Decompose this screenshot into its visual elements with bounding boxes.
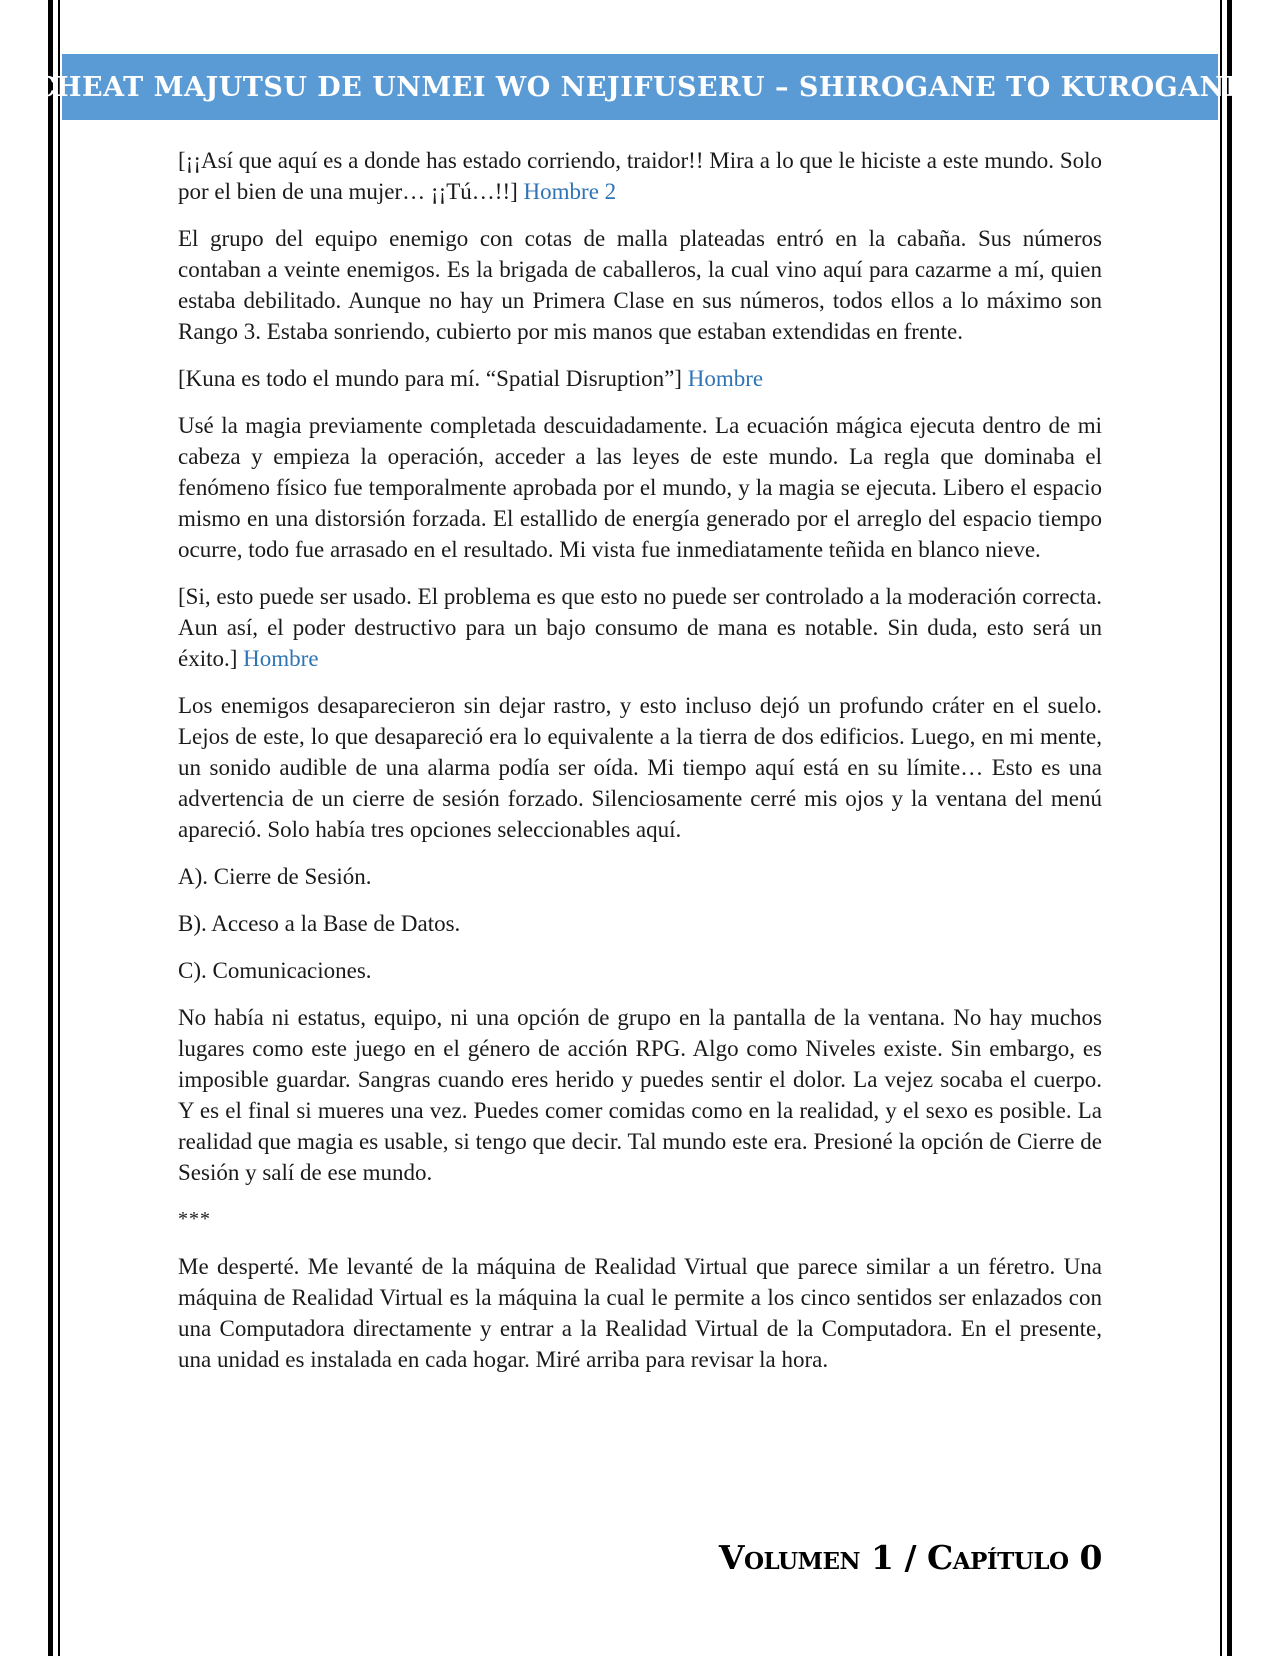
page-border-left-inner	[58, 0, 60, 1656]
narrative-paragraph: Los enemigos desaparecieron sin dejar rastro, y esto incluso dejó un profundo cráter en el suelo. Lejos de este, lo que desapareció era lo equivalente a la tierra de dos edificios. Luego, en mi mente, un sonido audible de una alarma podía ser oída. Mi tiempo aquí está en su límite… Esto es una advertencia de un cierre de sesión forzado. Silenciosamente cerré mis ojos y la ventana del menú apareció. Solo había tres opciones seleccionables aquí.	[178, 693, 1102, 842]
narrative-paragraph: El grupo del equipo enemigo con cotas de malla plateadas entró en la cabaña. Sus números contaban a veinte enemigos. Es la brigada de caballeros, la cual vino aquí para cazarme a mí, quien estaba debilitado. Aunque no hay un Primera Clase en sus números, todos ellos a lo máximo son Rango 3. Estaba sonriendo, cubierto por mis manos que estaban extendidas en frente.	[178, 226, 1102, 344]
dialogue-text: [¡¡Así que aquí es a donde has estado corriendo, traidor!! Mira a lo que le hiciste a este mundo. Solo por el bien de una mujer… ¡¡Tú…!!]	[178, 148, 1102, 204]
page-border-left-outer	[48, 0, 53, 1656]
dialogue-text: [Kuna es todo el mundo para mí. “Spatial Disruption”]	[178, 366, 688, 391]
narrative-paragraph: Usé la magia previamente completada descuidadamente. La ecuación mágica ejecuta dentro de mi cabeza y empieza la operación, acceder a las leyes de este mundo. La regla que dominaba el fenómeno físico fue temporalmente aprobada por el mundo, y la magia se ejecuta. Libero el espacio mismo en una distorsión forzada. El estallido de energía generado por el arreglo del espacio tiempo ocurre, todo fue arrasado en el resultado. Mi vista fue inmediatamente teñida en blanco nieve.	[178, 413, 1102, 562]
dialogue-text: [Si, esto puede ser usado. El problema es que esto no puede ser controlado a la moderación correcta. Aun así, el poder destructivo para un bajo consumo de mana es notable. Sin duda, esto será un éxito.]	[178, 584, 1102, 671]
speaker-tag: Hombre 2	[523, 179, 617, 204]
page-title: CHEAT MAJUTSU DE UNMEI WO NEJIFUSERU – SHIROGANE TO KUROGANE	[34, 71, 1246, 103]
menu-option-b: B). Acceso a la Base de Datos.	[178, 911, 461, 936]
menu-option-c: C). Comunicaciones.	[178, 958, 372, 983]
page-border-right-outer	[1227, 0, 1232, 1656]
volume-chapter-label: Volumen 1 / Capítulo 0	[718, 1538, 1102, 1577]
dialogue-paragraph	[178, 145, 1102, 207]
narrative-paragraph: Me desperté. Me levanté de la máquina de Realidad Virtual que parece similar a un féretro. Una máquina de Realidad Virtual es la máquina la cual le permite a los cinco sentidos ser enlazados con una Computadora directamente y entrar a la Realidad Virtual de la Computadora. En el presente, una unidad es instalada en cada hogar. Miré arriba para revisar la hora.	[178, 1254, 1102, 1372]
document-body	[178, 145, 1102, 1391]
page-border-right-inner	[1220, 0, 1222, 1656]
dialogue-paragraph	[178, 363, 1102, 394]
dialogue-paragraph	[178, 581, 1102, 674]
speaker-tag: Hombre	[687, 366, 764, 391]
menu-option-a: A). Cierre de Sesión.	[178, 864, 372, 889]
scene-separator: ***	[178, 1208, 211, 1230]
speaker-tag: Hombre	[243, 646, 319, 671]
narrative-paragraph: No había ni estatus, equipo, ni una opción de grupo en la pantalla de la ventana. No hay muchos lugares como este juego en el género de acción RPG. Algo como Niveles existe. Sin embargo, es imposible guardar. Sangras cuando eres herido y puedes sentir el dolor. La vejez socaba el cuerpo. Y es el final si mueres una vez. Puedes comer comidas como en la realidad, y el sexo es posible. La realidad que magia es usable, si tengo que decir. Tal mundo este era. Presioné la opción de Cierre de Sesión y salí de ese mundo.	[178, 1005, 1102, 1185]
header-banner	[34, 54, 1246, 120]
